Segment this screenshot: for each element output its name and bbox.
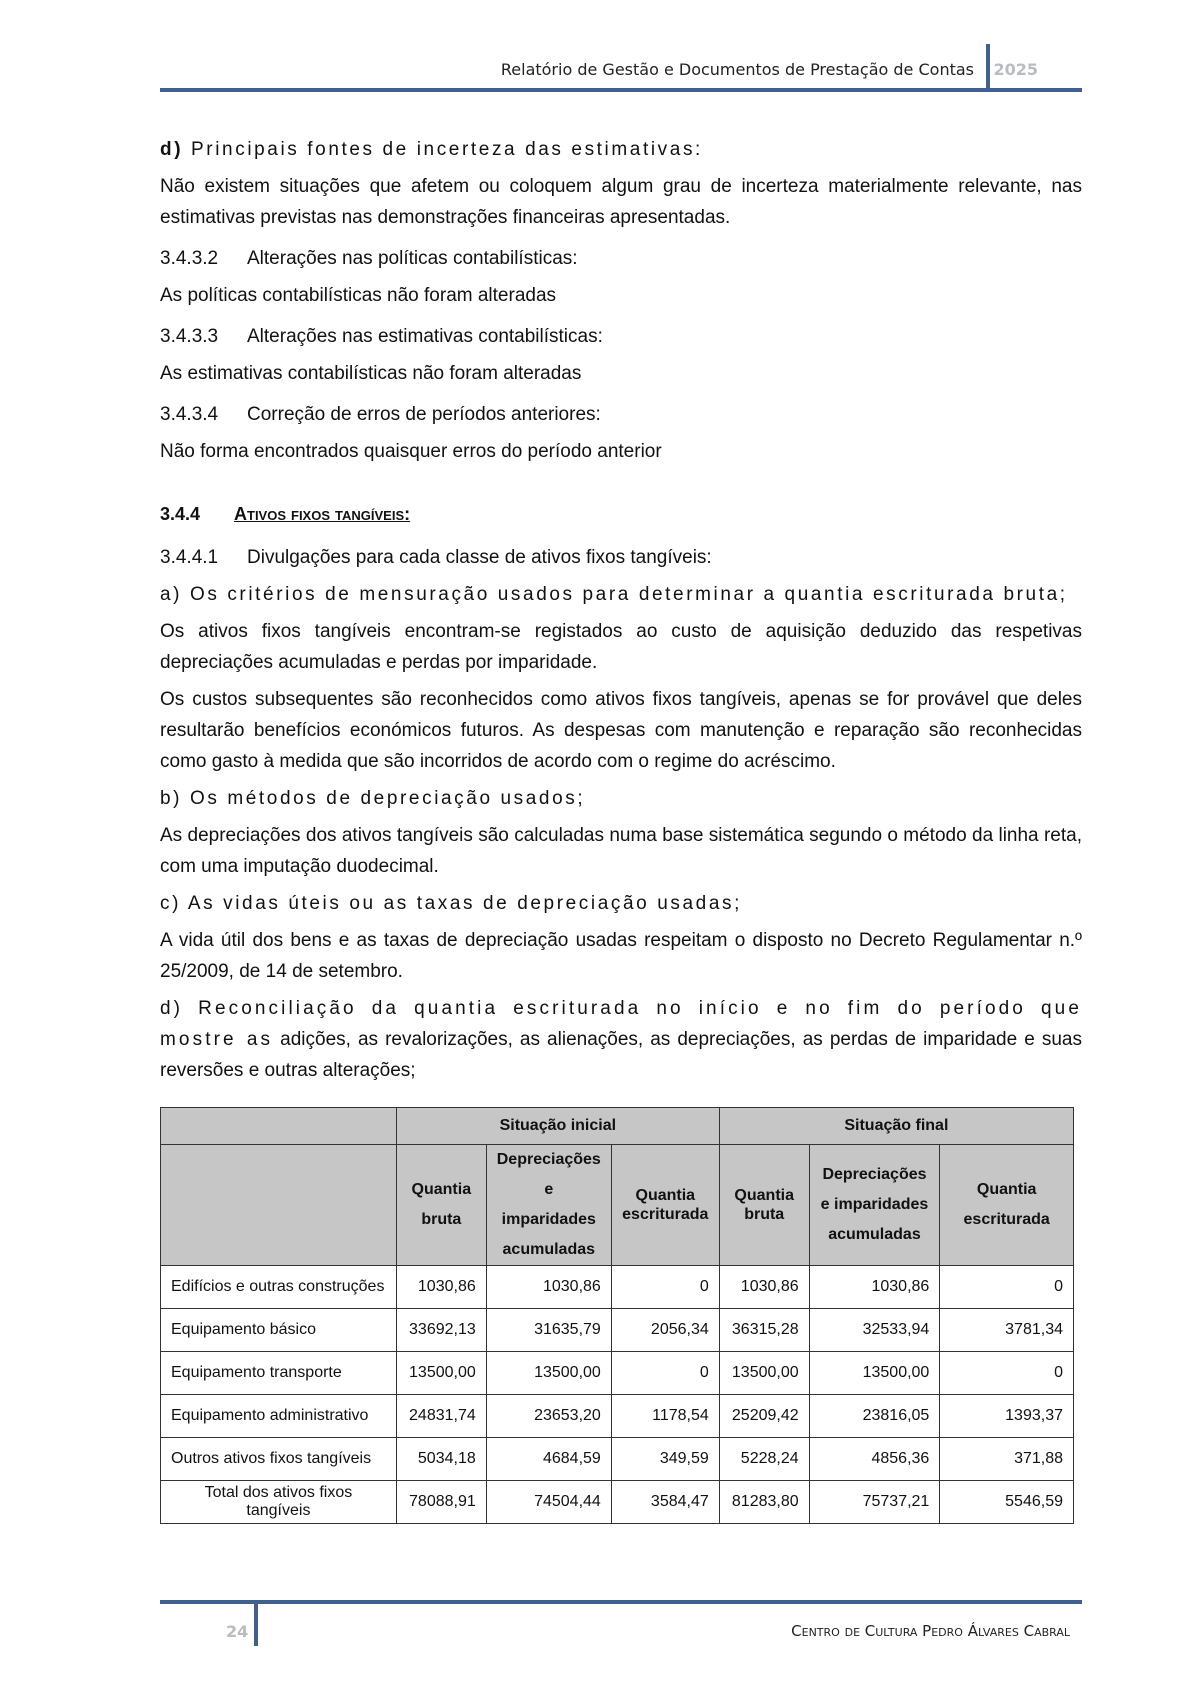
d2-heading — [160, 993, 1082, 1086]
group-header-final: Situação final — [719, 1108, 1073, 1145]
cell-dep-initial: 13500,00 — [486, 1352, 611, 1395]
table-group-header-row — [161, 1108, 1074, 1145]
row-label: Outros ativos fixos tangíveis — [161, 1438, 397, 1481]
col-header-net-final: Quantia escriturada — [940, 1145, 1074, 1266]
heading-3441 — [160, 542, 1082, 573]
cell-dep-final: 32533,94 — [809, 1309, 940, 1352]
table-row — [161, 1352, 1074, 1395]
heading-number: 3.4.3.2 — [160, 248, 219, 269]
cell-gross-initial: 78088,91 — [396, 1481, 486, 1524]
document-body — [160, 134, 1082, 1086]
heading-number: 3.4.3.4 — [160, 404, 219, 425]
b-paragraph: As depreciações dos ativos tangíveis são calculadas numa base sistemática segundo o método da linha reta, com uma imputação duodecimal. — [160, 825, 1082, 877]
section-number: 3.4.4 — [160, 504, 201, 524]
cell-gross-initial: 13500,00 — [396, 1352, 486, 1395]
table-label-header — [161, 1145, 397, 1266]
cell-gross-final: 25209,42 — [719, 1395, 809, 1438]
heading-title: Alterações nas políticas contabilísticas: — [247, 248, 578, 269]
cell-net-initial: 1178,54 — [611, 1395, 719, 1438]
header-separator — [986, 44, 990, 90]
col-header-gross-initial: Quantia bruta — [396, 1145, 486, 1266]
cell-dep-initial: 74504,44 — [486, 1481, 611, 1524]
organization-name: Centro de Cultura Pedro Álvares Cabral — [791, 1622, 1070, 1640]
cell-gross-final: 81283,80 — [719, 1481, 809, 1524]
cell-dep-final: 23816,05 — [809, 1395, 940, 1438]
heading-number: 3.4.4.1 — [160, 547, 219, 568]
report-title: Relatório de Gestão e Documentos de Prestação de Contas — [500, 60, 974, 79]
section-title: Ativos fixos tangíveis: — [234, 504, 411, 524]
cell-gross-initial: 5034,18 — [396, 1438, 486, 1481]
paragraph-3434: Não forma encontrados quaisquer erros do período anterior — [160, 441, 662, 462]
cell-dep-initial: 1030,86 — [486, 1266, 611, 1309]
fixed-assets-table — [160, 1107, 1074, 1524]
a-paragraph-2: Os custos subsequentes são reconhecidos como ativos fixos tangíveis, apenas se for provável que deles resultarão benefícios económicos futuros. As despesas com manutenção e reparação são reconhecidas como gasto à medida que são incorridos de acordo com o regime do acréscimo. — [160, 689, 1082, 772]
cell-dep-initial: 23653,20 — [486, 1395, 611, 1438]
table-row — [161, 1395, 1074, 1438]
cell-net-final: 3781,34 — [940, 1309, 1074, 1352]
col-header-dep-final: Depreciações e imparidades acumuladas — [809, 1145, 940, 1266]
d-heading — [160, 134, 1082, 165]
cell-dep-final: 1030,86 — [809, 1266, 940, 1309]
page-footer — [160, 1600, 1082, 1650]
cell-dep-initial: 31635,79 — [486, 1309, 611, 1352]
a-heading: a) Os critérios de mensuração usados para determinar a quantia escriturada bruta; — [160, 584, 1068, 605]
d2-heading-line-1: d) Reconciliação da quantia escriturada no início e no fim do período que mostre as — [160, 998, 1082, 1050]
heading-3432 — [160, 243, 1082, 274]
d2-heading-rest: adições, as revalorizações, as alienações, as depreciações, as perdas de imparidade e suas reversões e outras alterações; — [160, 1029, 1082, 1081]
paragraph-3433: As estimativas contabilísticas não foram alteradas — [160, 363, 582, 384]
c-heading: c) As vidas úteis ou as taxas de depreciação usadas; — [160, 893, 742, 914]
d-title: Principais fontes de incerteza das estimativas: — [191, 139, 703, 160]
b-heading: b) Os métodos de depreciação usados; — [160, 788, 586, 809]
cell-net-final: 1393,37 — [940, 1395, 1074, 1438]
cell-dep-final: 13500,00 — [809, 1352, 940, 1395]
heading-3433 — [160, 321, 1082, 352]
cell-net-final: 5546,59 — [940, 1481, 1074, 1524]
row-label: Equipamento básico — [161, 1309, 397, 1352]
a-paragraph-1: Os ativos fixos tangíveis encontram-se registados ao custo de aquisição deduzido das respetivas depreciações acumuladas e perdas por imparidade. — [160, 621, 1082, 673]
cell-gross-initial: 24831,74 — [396, 1395, 486, 1438]
cell-net-final: 0 — [940, 1352, 1074, 1395]
col-header-net-initial: Quantia escriturada — [611, 1145, 719, 1266]
report-year: 2025 — [993, 60, 1038, 79]
cell-net-initial: 0 — [611, 1352, 719, 1395]
page-header — [160, 44, 1082, 92]
table-row — [161, 1309, 1074, 1352]
table-row — [161, 1438, 1074, 1481]
cell-net-final: 0 — [940, 1266, 1074, 1309]
heading-number: 3.4.3.3 — [160, 326, 219, 347]
cell-net-final: 371,88 — [940, 1438, 1074, 1481]
table-row — [161, 1266, 1074, 1309]
c-paragraph: A vida útil dos bens e as taxas de depreciação usadas respeitam o disposto no Decreto Regulamentar n.º 25/2009, de 14 de setembro. — [160, 930, 1082, 982]
cell-dep-initial: 4684,59 — [486, 1438, 611, 1481]
cell-dep-final: 75737,21 — [809, 1481, 940, 1524]
cell-net-initial: 3584,47 — [611, 1481, 719, 1524]
row-label: Total dos ativos fixos tangíveis — [161, 1481, 397, 1524]
cell-gross-final: 13500,00 — [719, 1352, 809, 1395]
heading-title: Alterações nas estimativas contabilísticas: — [247, 326, 603, 347]
page-number: 24 — [226, 1622, 249, 1641]
cell-dep-final: 4856,36 — [809, 1438, 940, 1481]
section-heading-344 — [160, 499, 1082, 530]
d-paragraph: Não existem situações que afetem ou coloquem algum grau de incerteza materialmente relevante, nas estimativas previstas nas demonstrações financeiras apresentadas. — [160, 176, 1082, 228]
heading-title: Divulgações para cada classe de ativos fixos tangíveis: — [247, 547, 712, 568]
cell-gross-final: 36315,28 — [719, 1309, 809, 1352]
table-total-row — [161, 1481, 1074, 1524]
heading-3434 — [160, 399, 1082, 430]
footer-separator — [254, 1604, 258, 1646]
header-rule — [160, 88, 1082, 92]
row-label: Equipamento administrativo — [161, 1395, 397, 1438]
cell-net-initial: 0 — [611, 1266, 719, 1309]
col-header-gross-final: Quantia bruta — [719, 1145, 809, 1266]
col-header-dep-initial: Depreciações e imparidades acumuladas — [486, 1145, 611, 1266]
row-label: Edifícios e outras construções — [161, 1266, 397, 1309]
paragraph-3432: As políticas contabilísticas não foram alteradas — [160, 285, 557, 306]
cell-net-initial: 2056,34 — [611, 1309, 719, 1352]
row-label: Equipamento transporte — [161, 1352, 397, 1395]
table-corner-cell — [161, 1108, 397, 1145]
cell-gross-final: 1030,86 — [719, 1266, 809, 1309]
cell-gross-final: 5228,24 — [719, 1438, 809, 1481]
group-header-initial: Situação inicial — [396, 1108, 719, 1145]
d-label: d) — [160, 139, 184, 160]
footer-rule — [160, 1600, 1082, 1604]
cell-gross-initial: 33692,13 — [396, 1309, 486, 1352]
cell-net-initial: 349,59 — [611, 1438, 719, 1481]
cell-gross-initial: 1030,86 — [396, 1266, 486, 1309]
table-column-header-row — [161, 1145, 1074, 1266]
heading-title: Correção de erros de períodos anteriores: — [247, 404, 601, 425]
